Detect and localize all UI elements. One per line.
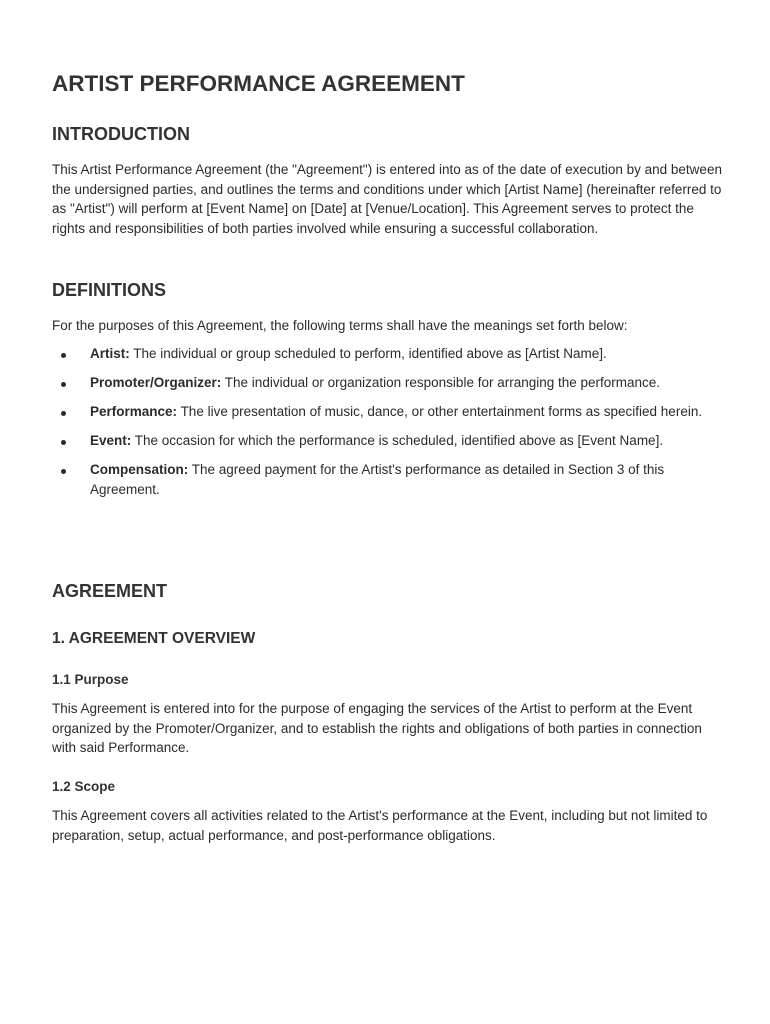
introduction-heading: INTRODUCTION [52,124,190,144]
definition-term: Compensation: [90,462,189,478]
document-title: ARTIST PERFORMANCE AGREEMENT [52,71,465,96]
bullet-icon [61,382,66,387]
definition-item-compensation [52,460,724,499]
agreement-heading: AGREEMENT [52,581,168,601]
definition-term: Event: [90,433,132,449]
introduction-paragraph: This Artist Performance Agreement (the "Agreement") is entered into as of the date of execution by and between the undersigned parties, and outlines the terms and conditions under which [Artist Name] (hereinafter referred to as "Artist") will perform at [Event Name] on [Date] at [Venue/Location]. This Agreement serves to protect the rights and responsibilities of both parties involved while ensuring a successful collaboration. [52,162,722,236]
agreement-overview-heading: 1. AGREEMENT OVERVIEW [52,630,256,647]
definition-text: The occasion for which the performance is scheduled, identified above as [Event Name]. [134,433,664,449]
bullet-icon [61,469,66,474]
definition-item-event [52,431,724,451]
definition-text: The individual or group scheduled to perform, identified above as [Artist Name]. [133,346,607,361]
scope-heading: 1.2 Scope [52,779,116,794]
definition-text: The individual or organization responsible for arranging the performance. [224,375,661,391]
definition-item-promoter [52,373,724,393]
definitions-heading: DEFINITIONS [52,280,167,300]
purpose-heading: 1.1 Purpose [52,672,129,687]
definition-text: The live presentation of music, dance, or other entertainment forms as specified herein. [180,404,703,420]
definition-item-performance [52,402,724,422]
purpose-paragraph: This Agreement is entered into for the purpose of engaging the services of the Artist to perform at the Event organized by the Promoter/Organizer, and to establish the rights and obligations of both parties in connection with said Performance. [52,701,702,756]
bullet-icon [61,440,66,445]
definition-text: The agreed payment for the Artist's performance as detailed in Section 3 of this Agreement. [90,462,665,497]
scope-paragraph: This Agreement covers all activities related to the Artist's performance at the Event, including but not limited to preparation, setup, actual performance, and post-performance obligations. [52,808,708,843]
definitions-intro: For the purposes of this Agreement, the following terms shall have the meanings set forth below: [52,318,628,333]
definition-term: Promoter/Organizer: [90,375,222,391]
definition-term: Artist: [90,346,130,361]
definition-item-artist [52,344,724,364]
definition-term: Performance: [90,404,178,420]
bullet-icon [61,353,66,358]
definitions-list [52,344,724,509]
bullet-icon [61,411,66,416]
